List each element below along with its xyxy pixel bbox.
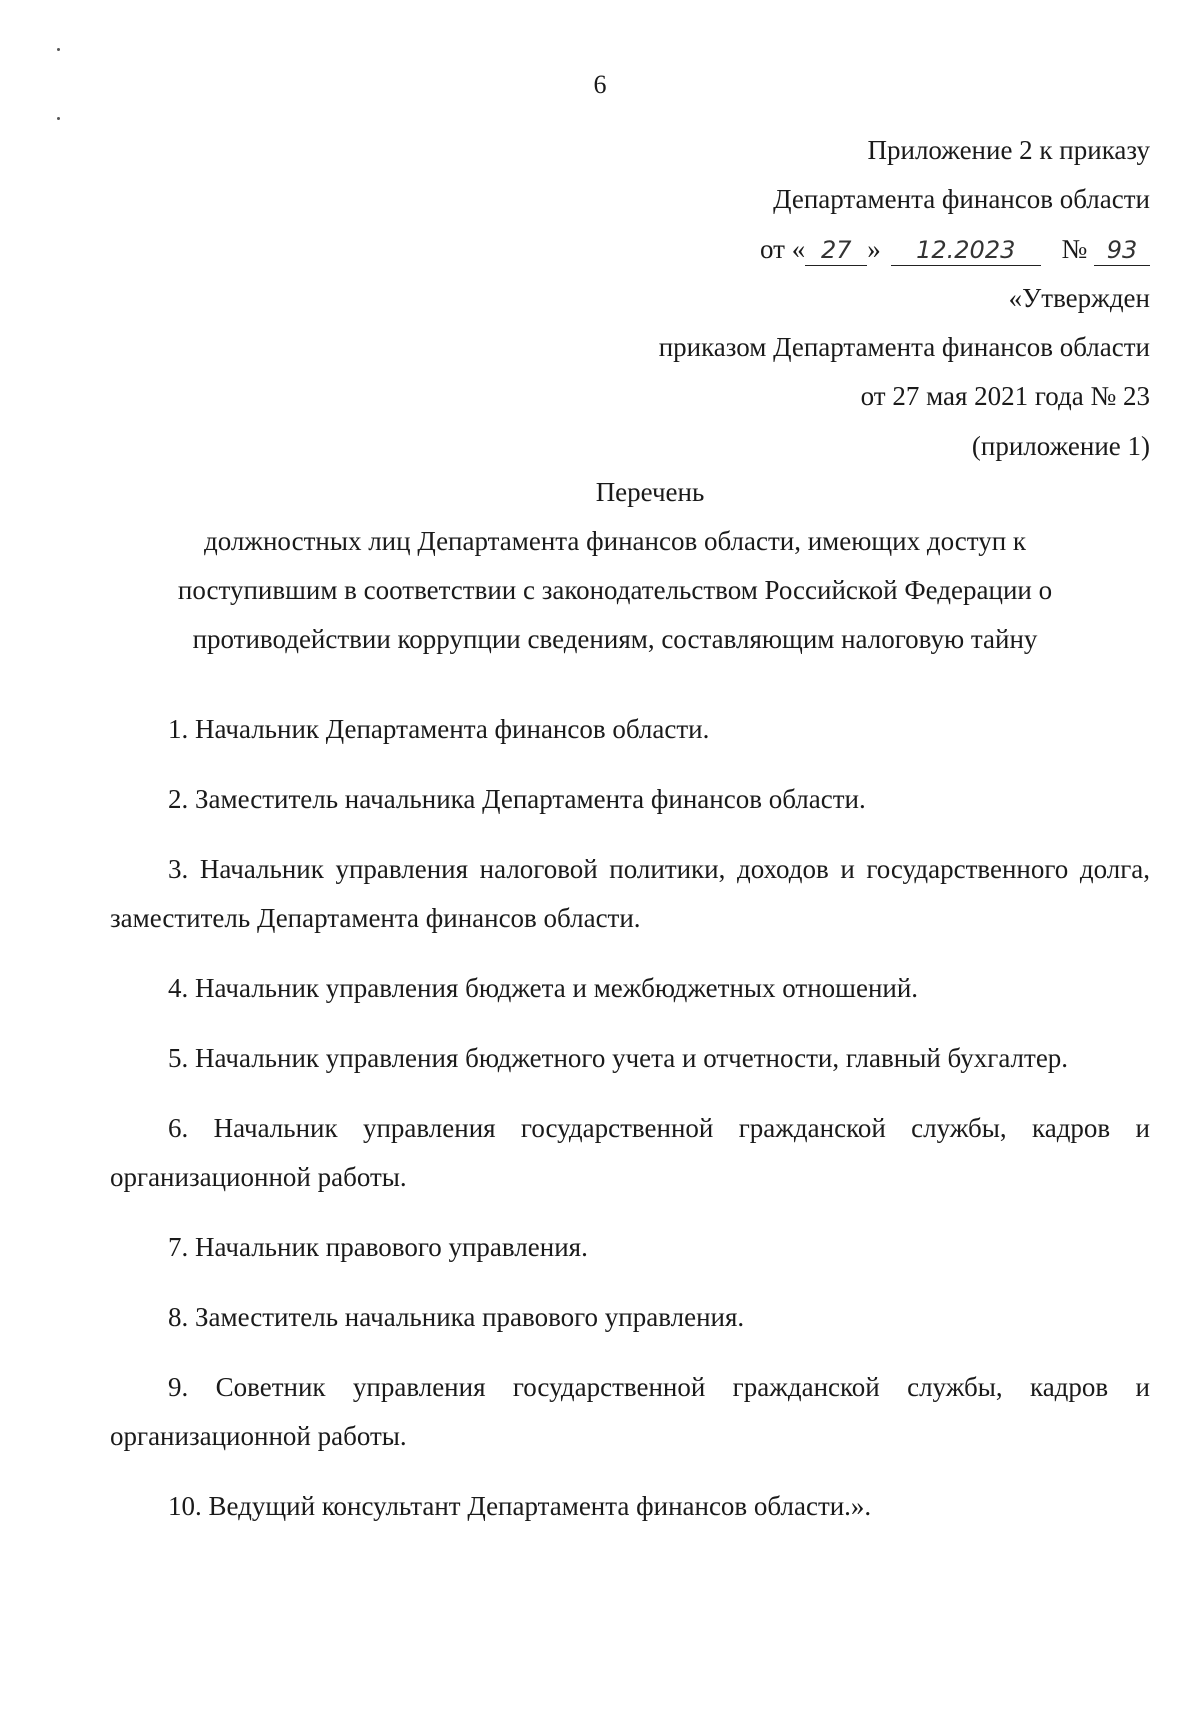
- order-day-handwritten: 27: [805, 235, 867, 266]
- list-item: 7. Начальник правового управления.: [168, 1232, 588, 1262]
- list-item: 5. Начальник управления бюджетного учета и отчетности, главный бухгалтер.: [168, 1043, 1069, 1073]
- appendix-ref-line: (приложение 1): [971, 430, 1150, 461]
- approved-by-order-line: приказом Департамента финансов области: [658, 332, 1150, 363]
- list-item: 10. Ведущий консультант Департамента финансов области.».: [168, 1491, 872, 1521]
- order-quote-close: »: [867, 233, 881, 264]
- list-item: 4. Начальник управления бюджета и межбюджетных отношений.: [168, 973, 919, 1003]
- title-subtitle-line: противодействии коррупции сведениям, составляющим налоговую тайну: [192, 624, 1038, 654]
- title-subtitle-line: должностных лиц Департамента финансов области, имеющих доступ к: [203, 526, 1027, 556]
- positions-list: [110, 705, 1150, 1531]
- document-title: [80, 468, 1150, 664]
- list-item: 6. Начальник управления государственной гражданской службы, кадров и организационной работы.: [110, 1113, 1150, 1192]
- order-date-line: [450, 225, 1150, 274]
- order-number-handwritten: 93: [1094, 235, 1150, 266]
- scan-speck: [57, 117, 60, 120]
- appendix-header: [450, 126, 1150, 471]
- department-line: Департамента финансов области: [773, 184, 1150, 215]
- order-number-label: №: [1061, 233, 1088, 264]
- page-number: 6: [593, 70, 607, 99]
- list-item: 1. Начальник Департамента финансов области.: [168, 714, 710, 744]
- title-subtitle-line: поступившим в соответствии с законодательством Российской Федерации о: [177, 575, 1053, 605]
- list-item: 2. Заместитель начальника Департамента финансов области.: [168, 784, 866, 814]
- order-prefix: от «: [760, 233, 806, 264]
- order-date-handwritten: 12.2023: [891, 235, 1041, 266]
- list-item: 3. Начальник управления налоговой политики, доходов и государственного долга, заместитель Департамента финансов области.: [110, 854, 1150, 933]
- appendix-line: Приложение 2 к приказу: [867, 135, 1150, 165]
- approved-date-line: от 27 мая 2021 года № 23: [860, 381, 1150, 412]
- title-main: Перечень: [595, 477, 705, 507]
- approved-line: «Утвержден: [1008, 282, 1150, 313]
- list-item: 8. Заместитель начальника правового управления.: [168, 1302, 745, 1332]
- list-item: 9. Советник управления государственной гражданской службы, кадров и организационной работы.: [110, 1372, 1150, 1451]
- scan-speck: [57, 48, 60, 51]
